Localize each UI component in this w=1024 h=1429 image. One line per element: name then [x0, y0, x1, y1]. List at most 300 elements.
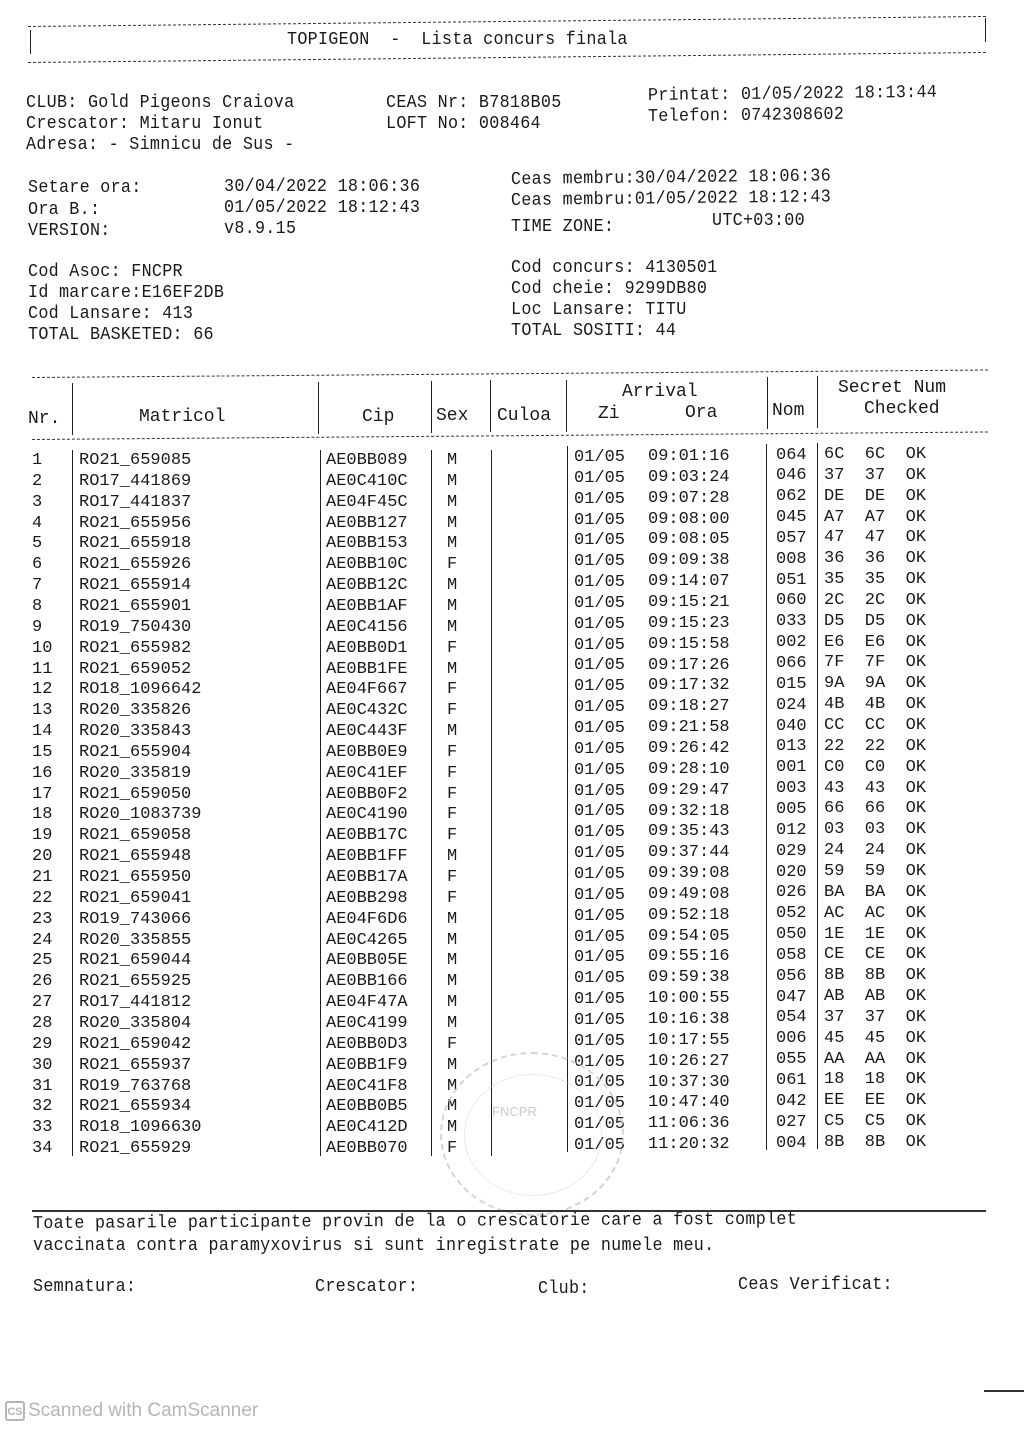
association-code: Cod Asoc: FNCPR	[28, 262, 183, 282]
cell-time: 11:06:36	[648, 1114, 730, 1134]
cell-matricol: RO21_655929	[79, 1139, 192, 1159]
cell-nom: 066	[776, 654, 807, 674]
cell-nom: 002	[776, 633, 807, 653]
cell-cip: AE0BB298	[326, 888, 408, 908]
key-code: Cod cheie: 9299DB80	[511, 279, 708, 299]
cell-cip: AE0BB1FE	[326, 659, 408, 679]
cell-matricol: RO17_441812	[79, 993, 192, 1013]
cell-matricol: RO20_335804	[79, 1013, 192, 1033]
cell-sex: F	[447, 701, 458, 721]
cell-secret-check: BA BA OK	[824, 882, 927, 902]
cell-secret-check: 43 43 OK	[824, 778, 927, 798]
cell-nr: 30	[32, 1055, 53, 1075]
cell-day: 01/05	[574, 760, 626, 780]
cell-sex: F	[447, 680, 458, 700]
cell-nom: 052	[776, 904, 807, 924]
cell-nr: 16	[32, 763, 53, 783]
cell-day: 01/05	[574, 990, 626, 1010]
cell-nr: 7	[32, 576, 43, 596]
cell-secret-check: 66 66 OK	[824, 799, 927, 819]
cell-nom: 033	[776, 612, 807, 632]
cell-nr: 9	[32, 617, 43, 637]
cell-nr: 5	[32, 534, 43, 554]
cell-matricol: RO18_1096642	[79, 680, 202, 700]
cell-nom: 026	[776, 883, 807, 903]
cell-sex: M	[447, 534, 458, 554]
cell-cip: AE0BB1AF	[326, 596, 408, 616]
cell-matricol: RO21_655937	[79, 1055, 192, 1075]
cell-cip: AE0BB153	[326, 534, 408, 554]
col-sep-nr	[72, 383, 73, 435]
cell-sex: M	[447, 471, 458, 491]
cell-nr: 17	[32, 784, 53, 804]
cell-cip: AE04F6D6	[326, 909, 408, 929]
cell-day: 01/05	[574, 593, 626, 613]
cell-matricol: RO19_750430	[79, 617, 192, 637]
cell-nr: 24	[32, 930, 53, 950]
cell-secret-check: EE EE OK	[824, 1091, 927, 1111]
cell-cip: AE04F47A	[326, 993, 408, 1013]
cell-cip: AE0C41EF	[326, 763, 408, 783]
cell-secret-check: 8B 8B OK	[824, 1133, 927, 1152]
cell-cip: AE0BB166	[326, 972, 408, 992]
cell-sex: M	[447, 722, 458, 742]
cell-sex: F	[447, 742, 458, 762]
cell-matricol: RO20_335843	[79, 722, 192, 742]
fncpr-stamp	[440, 1052, 624, 1216]
cell-day: 01/05	[574, 823, 626, 843]
header-cip: Cip	[362, 407, 395, 427]
cell-matricol: RO17_441869	[79, 471, 192, 491]
cell-matricol: RO21_659050	[79, 784, 192, 804]
cell-day: 01/05	[574, 885, 626, 905]
cell-day: 01/05	[574, 1094, 626, 1114]
cell-sex: M	[447, 1013, 458, 1033]
cell-sex: M	[447, 659, 458, 679]
cell-matricol: RO21_655904	[79, 742, 192, 762]
cell-matricol: RO21_659041	[79, 888, 192, 908]
breeder-name: Crescator: Mitaru Ionut	[26, 114, 264, 134]
member-clock-start: Ceas membru:30/04/2022 18:06:36	[510, 166, 832, 190]
cell-time: 09:01:16	[648, 447, 730, 467]
cell-matricol: RO19_743066	[79, 909, 192, 929]
cell-time: 09:09:38	[648, 551, 730, 571]
cell-time: 09:28:10	[648, 759, 730, 779]
cell-day: 01/05	[574, 739, 626, 759]
cell-nom: 058	[776, 945, 807, 965]
clock-set-value: 30/04/2022 18:06:36	[224, 177, 421, 197]
cell-cip: AE0BB1F9	[326, 1055, 408, 1075]
cell-secret-check: 59 59 OK	[824, 861, 927, 881]
cell-sex: F	[447, 888, 458, 908]
col-sep-matricol	[318, 382, 319, 434]
cell-nom: 027	[776, 1112, 807, 1132]
loft-number: LOFT No: 008464	[386, 114, 541, 134]
cell-nr: 14	[32, 722, 53, 742]
title-box-right-border	[985, 18, 986, 42]
cell-time: 09:59:38	[648, 968, 730, 988]
cell-cip: AE0BB0D3	[326, 1034, 408, 1054]
cell-sex: F	[447, 1139, 458, 1159]
cell-cip: AE0BB17A	[326, 868, 408, 887]
cell-time: 09:32:18	[648, 801, 730, 821]
cell-nr: 32	[32, 1097, 53, 1117]
cell-nr: 6	[32, 555, 43, 575]
cell-nom: 055	[776, 1050, 807, 1070]
cell-nom: 051	[776, 570, 807, 590]
cell-day: 01/05	[574, 1115, 626, 1135]
member-clock-end: Ceas membru:01/05/2022 18:12:43	[510, 187, 832, 211]
cell-nom: 040	[776, 716, 807, 736]
cell-secret-check: D5 D5 OK	[824, 611, 927, 631]
cell-nom: 054	[776, 1008, 807, 1028]
camscanner-text: Scanned with CamScanner	[28, 1400, 259, 1421]
phone-number: Telefon: 0742308602	[647, 104, 845, 127]
cell-cip: AE0C443F	[326, 722, 408, 742]
cell-sex: M	[447, 1097, 458, 1117]
cell-nom: 012	[776, 820, 807, 840]
cell-sex: M	[447, 847, 458, 867]
cell-secret-check: CC CC OK	[824, 716, 927, 735]
cell-secret-check: 37 37 OK	[824, 465, 927, 485]
cell-secret-check: AA AA OK	[824, 1049, 927, 1069]
cell-day: 01/05	[574, 1031, 626, 1051]
cell-day: 01/05	[574, 844, 626, 864]
cell-sex: M	[447, 972, 458, 992]
cell-time: 09:17:32	[648, 676, 730, 696]
cell-time: 09:03:24	[648, 467, 730, 487]
cell-matricol: RO21_655918	[79, 534, 192, 554]
cell-matricol: RO20_335826	[79, 701, 192, 721]
cell-day: 01/05	[574, 969, 626, 989]
cell-matricol: RO21_655948	[79, 847, 192, 867]
cell-nom: 013	[776, 737, 807, 757]
cell-nom: 064	[776, 445, 807, 465]
cell-cip: AE0C4190	[326, 805, 408, 825]
cell-matricol: RO20_335819	[79, 763, 192, 783]
cell-nom: 062	[776, 487, 807, 507]
cell-day: 01/05	[574, 864, 626, 884]
cell-nom: 050	[776, 925, 807, 945]
cell-nr: 3	[32, 492, 43, 512]
cell-secret-check: AB AB OK	[824, 987, 927, 1007]
cell-nom: 008	[776, 549, 807, 569]
cell-secret-check: A7 A7 OK	[824, 507, 927, 527]
club-signature-label: Club:	[538, 1279, 590, 1299]
clock-verified-label: Ceas Verificat:	[738, 1275, 893, 1295]
stamp-inner-ring	[464, 1074, 602, 1196]
title-box-bottom-border	[28, 52, 986, 63]
col-sep-cip	[431, 381, 432, 433]
cell-day: 01/05	[574, 552, 626, 572]
cell-secret-check: DE DE OK	[824, 486, 927, 506]
cell-sex: M	[447, 513, 458, 533]
cell-sex: M	[447, 1076, 458, 1096]
clock-number: CEAS Nr: B7818B05	[386, 93, 562, 113]
cell-nom: 056	[776, 966, 807, 986]
header-zi: Zi	[598, 404, 620, 424]
header-checked: Checked	[864, 399, 940, 419]
clock-set-label: Setare ora:	[28, 178, 142, 198]
cell-nom: 057	[776, 528, 807, 548]
cell-matricol: RO18_1096630	[79, 1118, 202, 1138]
cell-secret-check: 24 24 OK	[824, 841, 927, 861]
camscanner-watermark	[5, 1400, 258, 1422]
table-header-bottom-border	[32, 431, 988, 440]
cell-matricol: RO21_655982	[79, 638, 192, 658]
camscanner-icon: CS	[5, 1401, 25, 1421]
cell-matricol: RO21_655934	[79, 1097, 192, 1117]
cell-matricol: RO20_1083739	[79, 805, 202, 825]
cell-matricol: RO21_655950	[79, 868, 192, 887]
total-basketed: TOTAL BASKETED: 66	[28, 325, 214, 345]
cell-time: 09:18:27	[648, 697, 730, 717]
address: Adresa: - Simnicu de Sus -	[26, 135, 295, 155]
cell-nr: 10	[32, 638, 53, 658]
cell-time: 09:14:07	[648, 572, 730, 592]
cell-nr: 29	[32, 1034, 53, 1054]
cell-sex: M	[447, 909, 458, 929]
col-sep-nom	[817, 376, 818, 428]
cell-matricol: RO19_763768	[79, 1076, 192, 1096]
cell-day: 01/05	[574, 635, 626, 655]
cell-secret-check: 1E 1E OK	[824, 924, 927, 944]
cell-day: 01/05	[574, 781, 626, 801]
signature-label: Semnatura:	[33, 1277, 137, 1297]
cell-sex: F	[447, 784, 458, 804]
cell-nom: 046	[776, 466, 807, 486]
cell-day: 01/05	[574, 1052, 626, 1072]
cell-nr: 31	[32, 1076, 53, 1096]
cell-nr: 1	[32, 451, 43, 470]
cell-nr: 33	[32, 1118, 53, 1138]
cell-cip: AE0BB1FF	[326, 847, 408, 867]
cell-nr: 26	[32, 972, 53, 992]
cell-nr: 34	[32, 1139, 53, 1159]
cell-cip: AE0C4156	[326, 617, 408, 637]
cell-day: 01/05	[574, 802, 626, 822]
release-code: Cod Lansare: 413	[28, 304, 194, 324]
title-box-left-border	[30, 30, 31, 54]
cell-sex: M	[447, 451, 458, 470]
version-label: VERSION:	[28, 221, 111, 241]
cell-matricol: RO21_655926	[79, 555, 192, 575]
header-matricol: Matricol	[139, 407, 226, 427]
cell-day: 01/05	[574, 656, 626, 676]
cell-day: 01/05	[574, 677, 626, 697]
cell-day: 01/05	[574, 948, 626, 968]
cell-matricol: RO20_335855	[79, 930, 192, 950]
cell-matricol: RO21_655956	[79, 513, 192, 533]
cell-time: 09:15:58	[648, 634, 730, 654]
cell-secret-check: 22 22 OK	[824, 736, 927, 756]
cell-time: 09:08:05	[648, 530, 730, 550]
declaration-line-2: vaccinata contra paramyxovirus si sunt inregistrate pe numele meu.	[33, 1236, 715, 1256]
cell-matricol: RO21_659085	[79, 451, 192, 470]
cell-matricol: RO21_655914	[79, 576, 192, 596]
cell-time: 09:17:26	[648, 655, 730, 675]
cell-secret-check: CE CE OK	[824, 945, 927, 965]
cell-sex: M	[447, 993, 458, 1013]
cell-nom: 047	[776, 987, 807, 1007]
printed-datetime: Printat: 01/05/2022 18:13:44	[647, 82, 938, 106]
col-sep-culoa	[566, 380, 567, 432]
cell-sex: F	[447, 826, 458, 846]
cell-sex: M	[447, 576, 458, 596]
cell-secret-check: 9A 9A OK	[824, 674, 927, 694]
cell-day: 01/05	[574, 447, 626, 467]
title-box-top-border	[28, 16, 986, 27]
cell-time: 09:35:43	[648, 822, 730, 842]
cell-sex: F	[447, 805, 458, 825]
cell-sex: F	[447, 555, 458, 575]
cell-nom: 045	[776, 508, 807, 528]
cell-secret-check: C5 C5 OK	[824, 1112, 927, 1132]
cell-secret-check: 37 37 OK	[824, 1007, 927, 1027]
cell-nr: 28	[32, 1013, 53, 1033]
cell-day: 01/05	[574, 719, 626, 738]
col-sep-sex	[490, 380, 491, 432]
cell-sex: M	[447, 951, 458, 971]
cell-secret-check: 47 47 OK	[824, 528, 927, 548]
cell-secret-check: 2C 2C OK	[824, 590, 927, 610]
cell-nr: 11	[32, 659, 53, 679]
total-arrived: TOTAL SOSITI: 44	[511, 321, 677, 341]
cell-nom: 004	[776, 1133, 807, 1153]
cell-cip: AE0BB17C	[326, 826, 408, 846]
cell-nom: 024	[776, 695, 807, 715]
cell-matricol: RO21_655925	[79, 972, 192, 992]
cell-day: 01/05	[574, 1073, 626, 1093]
cell-day: 01/05	[574, 510, 626, 530]
cell-time: 09:07:28	[648, 488, 730, 508]
cell-matricol: RO17_441837	[79, 492, 192, 512]
cell-time: 10:26:27	[648, 1051, 730, 1071]
cell-cip: AE04F667	[326, 680, 408, 700]
cell-sex: F	[447, 1034, 458, 1054]
stamp-label: FNCPR	[492, 1104, 537, 1119]
cell-time: 09:15:21	[648, 593, 730, 613]
cell-time: 10:37:30	[648, 1072, 730, 1092]
cell-secret-check: C0 C0 OK	[824, 757, 927, 777]
cell-cip: AE0BB0D1	[326, 638, 408, 658]
cell-day: 01/05	[574, 531, 626, 551]
cell-secret-check: 6C 6C OK	[824, 444, 927, 464]
cell-cip: AE0C412D	[326, 1118, 408, 1138]
cell-matricol: RO21_659044	[79, 951, 192, 971]
cell-day: 01/05	[574, 1010, 626, 1030]
cell-nom: 001	[776, 758, 807, 778]
breeder-signature-label: Crescator:	[315, 1277, 419, 1297]
release-location: Loc Lansare: TITU	[511, 300, 687, 320]
cell-time: 09:55:16	[648, 947, 730, 967]
cell-time: 09:52:18	[648, 905, 730, 925]
cell-secret-check: 36 36 OK	[824, 549, 927, 569]
cell-nom: 020	[776, 862, 807, 882]
cell-nom: 006	[776, 1029, 807, 1049]
cell-nom: 029	[776, 841, 807, 861]
cell-cip: AE0C4265	[326, 930, 408, 950]
cell-time: 09:29:47	[648, 780, 730, 800]
cell-secret-check: 03 03 OK	[824, 820, 927, 840]
cell-secret-check: 8B 8B OK	[824, 966, 927, 986]
cell-cip: AE0BB127	[326, 513, 408, 533]
cell-time: 11:20:32	[648, 1135, 730, 1155]
cell-day: 01/05	[574, 573, 626, 593]
cell-nr: 18	[32, 805, 53, 825]
cell-cip: AE0BB12C	[326, 576, 408, 596]
cell-nr: 8	[32, 596, 43, 616]
cell-nom: 003	[776, 779, 807, 799]
cell-nom: 060	[776, 591, 807, 611]
declaration-line-1: Toate pasarile participante provin de la o crescatorie care a fost complet	[32, 1209, 798, 1234]
header-culoa: Culoa	[497, 406, 552, 426]
cell-time: 10:17:55	[648, 1030, 730, 1050]
cell-secret-check: 4B 4B OK	[824, 695, 927, 715]
cell-nr: 4	[32, 513, 43, 533]
cell-nr: 13	[32, 701, 53, 721]
version-value: v8.9.15	[224, 219, 297, 239]
cell-day: 01/05	[574, 698, 626, 718]
cell-nom: 005	[776, 799, 807, 819]
cell-sex: M	[447, 1118, 458, 1138]
cell-secret-check: AC AC OK	[824, 903, 927, 923]
cell-time: 10:00:55	[648, 989, 730, 1009]
header-arrival: Arrival	[622, 382, 698, 402]
header-sex: Sex	[436, 406, 469, 426]
cell-secret-check: 35 35 OK	[824, 570, 927, 590]
cell-matricol: RO21_659058	[79, 826, 192, 846]
cell-time: 09:21:58	[648, 718, 730, 738]
cell-sex: M	[447, 1055, 458, 1075]
page-edge-mark	[984, 1390, 1024, 1392]
cell-sex: M	[447, 492, 458, 512]
cell-time: 10:47:40	[648, 1093, 730, 1113]
page-title: TOPIGEON - Lista concurs finala	[287, 30, 628, 50]
header-nom: Nom	[772, 401, 805, 421]
cell-day: 01/05	[574, 468, 626, 488]
cell-day: 01/05	[574, 927, 626, 947]
cell-nr: 23	[32, 909, 53, 929]
cell-nom: 061	[776, 1071, 807, 1091]
marking-id: Id marcare:E16EF2DB	[28, 283, 225, 303]
cell-time: 09:26:42	[648, 738, 730, 758]
cell-nom: 042	[776, 1091, 807, 1111]
cell-secret-check: E6 E6 OK	[824, 632, 927, 652]
header-nr: Nr.	[28, 409, 61, 429]
cell-nr: 27	[32, 993, 53, 1013]
cell-cip: AE0BB0E9	[326, 742, 408, 762]
time-zone-label: TIME ZONE:	[511, 217, 615, 237]
cell-sex: M	[447, 617, 458, 637]
header-secret-num: Secret Num	[838, 378, 947, 398]
cell-cip: AE04F45C	[326, 492, 408, 512]
cell-nr: 15	[32, 742, 53, 762]
cell-nr: 21	[32, 868, 53, 887]
cell-nom: 015	[776, 674, 807, 694]
table-header-top-border	[32, 369, 988, 378]
cell-cip: AE0BB05E	[326, 951, 408, 971]
cell-cip: AE0BB0B5	[326, 1097, 408, 1117]
cell-cip: AE0C4199	[326, 1013, 408, 1033]
cell-cip: AE0BB070	[326, 1139, 408, 1159]
cell-cip: AE0C432C	[326, 701, 408, 721]
cell-sex: F	[447, 763, 458, 783]
cell-time: 09:49:08	[648, 884, 730, 904]
clock-b-label: Ora B.:	[28, 200, 101, 220]
cell-matricol: RO21_659042	[79, 1034, 192, 1054]
clock-b-value: 01/05/2022 18:12:43	[224, 198, 421, 218]
